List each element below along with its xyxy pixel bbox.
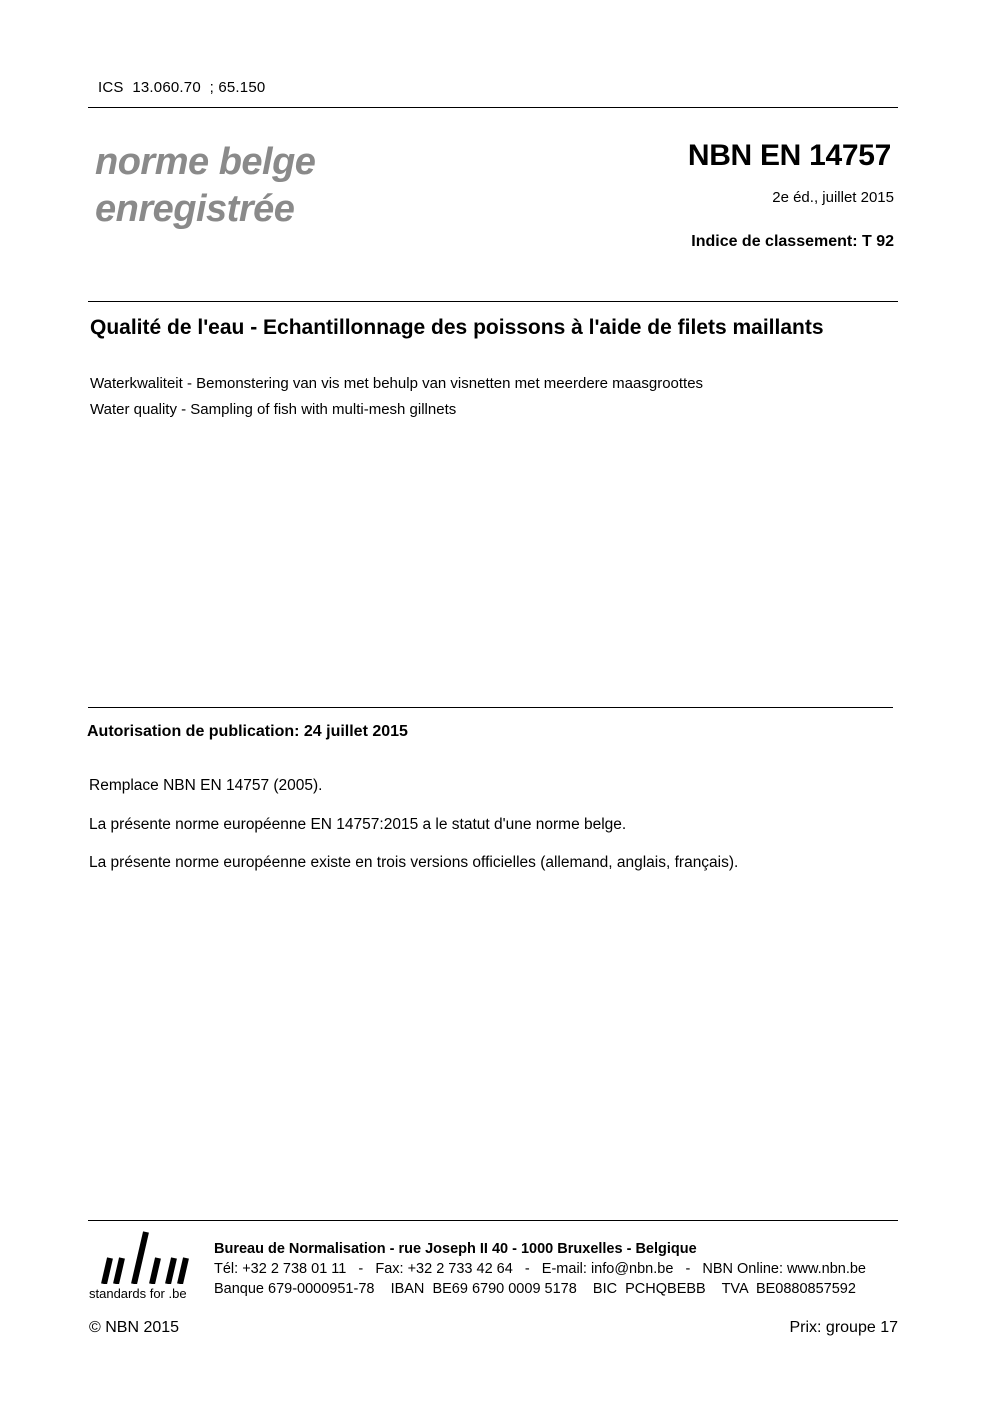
standard-number: NBN EN 14757 <box>687 139 891 172</box>
price-group: Prix: groupe 17 <box>789 1319 898 1336</box>
footer-divider <box>88 1220 898 1221</box>
title-french: Qualité de l'eau - Echantillonnage des poissons à l'aide de filets maillants <box>90 316 824 339</box>
note-versions: La présente norme européenne existe en trois versions officielles (allemand, anglais, français). <box>89 854 739 871</box>
logo-text: standards for .be <box>89 1286 187 1301</box>
bureau-address: Bureau de Normalisation - rue Joseph II 40 - 1000 Bruxelles - Belgique <box>214 1241 697 1257</box>
bank-details: Banque 679-0000951-78 IBAN BE69 6790 0009 5178 BIC PCHQBEBB TVA BE0880857592 <box>214 1281 856 1297</box>
nbn-logo <box>88 1228 200 1306</box>
note-replaces: Remplace NBN EN 14757 (2005). <box>89 777 323 794</box>
publication-divider <box>88 707 893 708</box>
tagline-line-2: enregistrée <box>95 188 295 230</box>
publication-authorization: Autorisation de publication: 24 juillet 2015 <box>87 723 408 740</box>
title-english: Water quality - Sampling of fish with multi-mesh gillnets <box>90 401 457 418</box>
title-dutch: Waterkwaliteit - Bemonstering van vis met behulp van visnetten met meerdere maasgroottes <box>90 375 704 392</box>
ics-codes: ICS 13.060.70 ; 65.150 <box>98 79 266 96</box>
title-divider <box>88 301 898 302</box>
copyright: © NBN 2015 <box>89 1319 180 1336</box>
nbn-logo-mark <box>88 1228 200 1284</box>
classification-index: Indice de classement: T 92 <box>691 233 894 250</box>
tagline-line-1: norme belge <box>95 141 316 183</box>
header-divider <box>88 107 898 108</box>
edition-date: 2e éd., juillet 2015 <box>772 189 894 206</box>
note-status: La présente norme européenne EN 14757:2015 a le statut d'une norme belge. <box>89 816 627 833</box>
contact-line: Tél: +32 2 738 01 11 - Fax: +32 2 733 42 64 - E-mail: info@nbn.be - NBN Online: www.nbn.be <box>214 1261 866 1277</box>
